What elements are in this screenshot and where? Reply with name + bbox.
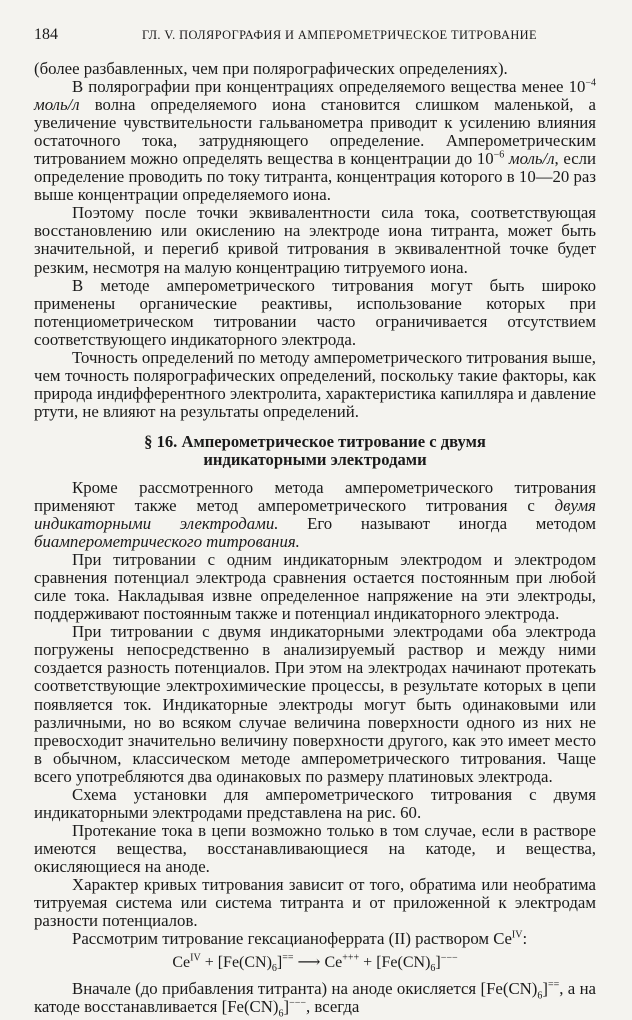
body-text [34,59,597,1020]
paragraph: Протекание тока в цепи возможно только в том случае, если в растворе имеются вещества, восстанавливающиеся на катоде, и вещества, окисляющиеся на аноде. [34,820,596,876]
paragraph: Поэтому после точки эквивалентности сила тока, соответствующая восстановлению или окислению на электроде иона титранта, может быть значительной, и перегиб кривой титрования в эквивалентной точке будет резким, несмотря на малую концентрацию титруемого иона. [34,203,596,277]
paragraph: В методе амперометрического титрования могут быть широко применены органические реактивы, использование которых при потенциометрическом титровании часто ограничивается отсутствием соответствующего индикаторного электрода. [34,275,596,349]
paragraph: Характер кривых титрования зависит от того, обратима или необратима титруемая система или система титранта и от приложенной к электродам разности потенциалов. [34,874,596,931]
paragraph: (более разбавленных, чем при полярографических определениях). [34,59,508,78]
running-head: ГЛ. V. ПОЛЯРОГРАФИЯ И АМПЕРОМЕТРИЧЕСКОЕ ТИТРОВАНИЕ [142,28,537,42]
paragraph: Рассмотрим титрование гексацианоферрата (II) раствором $Ce^{IV}$: [72,929,528,949]
paragraph: При титровании с двумя индикаторными электродами оба электрода погружены непосредственно в анализируемый раствор и между ними создается разность потенциалов. При этом на электродах начинают протекать соответствующие электрохимические процессы, в результате которых в цепи появляется ток. Индикаторные электроды могут быть одинаковыми или различными, но во всяком случае величина поверхности одного из них не превосходит значительно величину поверхности другого, как это имеет место в обычном, классическом методе амперометрического титрования. Чаще всего употребляются два одинаковых по размеру платиновых электрода. [34,622,596,786]
paragraph: Схема установки для амперометрического титрования с двумя индикаторными электродами представлена на рис. 60. [34,784,596,822]
paragraph: В полярографии при концентрациях определяемого вещества менее $10^{-4}$ моль/л волна определяемого иона становится слишком маленькой, а увеличение чувствительности гальванометра приводит к усилению влияния остаточного тока, затрудняющего определение. Амперометрическим титрованием можно определять вещества в концентрации до $10^{-6}$ моль/л, если определение проводить по току титранта, концентрация которого в 10—20 раз выше концентрации определяемого иона. [34,77,596,205]
paragraph: При титровании с одним индикаторным электродом и электродом сравнения потенциал электрода сравнения остается постоянным при любой силе тока. Накладывая извне определенное напряжение на эти электроды, поддерживают постоянным также и потенциал индикаторного электрода. [34,550,596,624]
section-title: § 16. Амперометрическое титрование с двумя индикаторными электродами [144,431,486,469]
page-header [34,26,592,46]
page-number: 184 [34,26,58,43]
chemical-equation: $Ce^{IV} + [Fe(CN)_6]^{==}$ ⟶ $Ce^{+++} + [Fe(CN)_6]^{---}$ [172,952,458,975]
paragraph: Точность определений по методу амперометрического титрования выше, чем точность полярографических определений, поскольку такие факторы, как природа индифферентного электролита, характеристика капилляра и давление ртути, не влияют на результаты определений. [34,347,596,421]
paragraph: Кроме рассмотренного метода амперометрического титрования применяют также метод амперометрического титрования с двумя индикаторными электродами. Его называют иногда методом биамперометрического титрования. [34,477,597,552]
paragraph: Вначале (до прибавления титранта) на аноде окисляется $[Fe(CN)_6]^{==}$, а на катоде восстанавливается $[Fe(CN)_6]^{---}$, всегда [34,979,596,1020]
